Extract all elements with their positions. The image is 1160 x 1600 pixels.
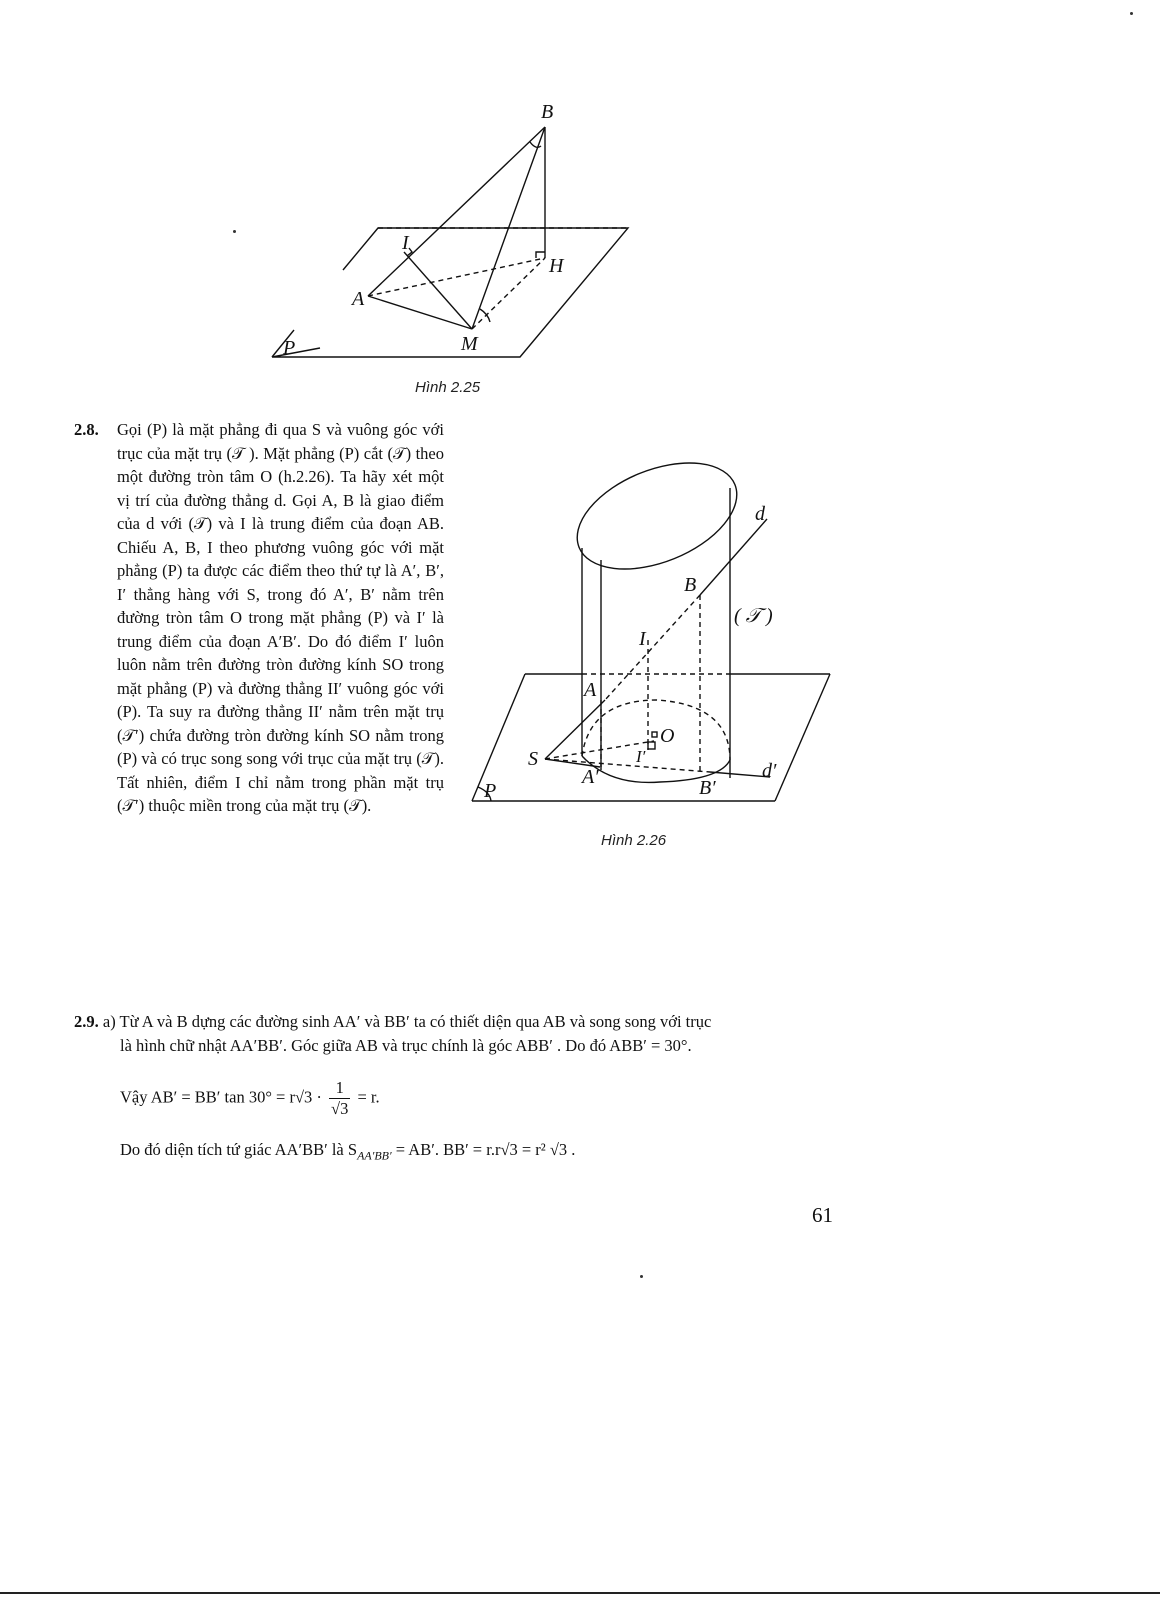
section-2-9 [74,1010,854,1057]
section-2-8-number: 2.8. [74,420,99,439]
label-d-prime: d′ [762,760,777,782]
label-a-prime: A′ [582,766,599,788]
label-i: I [402,232,409,254]
fraction-denominator: √3 [331,1099,349,1118]
scan-speck [1130,12,1133,15]
section-2-8 [74,418,444,818]
caption-figure-2-26: Hình 2.26 [601,832,667,849]
formula-area-right: = AB′. BB′ = r.r√3 = r² √3 . [391,1140,576,1159]
formula-area-left: Do đó diện tích tứ giác AA′BB′ là S [120,1140,358,1159]
formula-area-subscript: AA′BB′ [357,1148,392,1163]
formula-ab-prime-right: = r. [357,1087,380,1107]
label-s: S [528,748,538,770]
page-number: 61 [812,1203,833,1227]
label-cylinder-t: ( 𝒯 ) [734,605,773,627]
label-h: H [549,255,564,277]
fraction [329,1078,350,1119]
page-bottom-border [0,1592,1160,1594]
section-2-9-number: 2.9. [74,1012,99,1031]
label-i-prime: I′ [636,747,646,766]
caption-figure-2-25: Hình 2.25 [415,379,481,396]
scan-speck [233,230,236,233]
label-a: A [352,288,365,310]
fraction-numerator: 1 [329,1078,350,1099]
section-2-9-line-1: a) Từ A và B dựng các đường sinh AA′ và BB′ ta có thiết diện qua AB và song song với trục [102,1012,712,1031]
label-p-226: P [484,780,497,802]
scan-speck [640,1275,643,1278]
label-b-prime: B′ [699,777,716,799]
label-p: P [283,337,296,359]
label-a-226: A [584,679,597,701]
line-d-top [700,519,767,595]
label-b-226: B [684,574,697,596]
label-i-226: I [639,628,646,650]
label-m: M [461,333,478,355]
label-o: O [660,725,675,747]
section-2-9-line-2: là hình chữ nhật AA′BB′. Góc giữa AB và trục chính là góc ABB′ . Do đó ABB′ = 30°. [120,1035,692,1055]
formula-ab-prime [120,1078,380,1119]
label-b: B [541,101,554,123]
formula-ab-prime-left: Vậy AB′ = BB′ tan 30° = r√3 · [120,1087,322,1107]
label-d: d [755,503,765,525]
formula-area [120,1140,575,1163]
section-2-8-text: Gọi (P) là mặt phẳng đi qua S và vuông góc với trục của mặt trụ (𝒯 ). Mặt phẳng (P) cắt (𝒯) theo một đường tròn tâm O (h.2.26). Ta hãy xét một vị trí của đường thẳng d. Gọi A, B là giao điểm của d với (𝒯) và I là trung điểm của đoạn AB. Chiếu A, B, I theo phương vuông góc với mặt phẳng (P) ta được các điểm theo thứ tự là A′, B′, I′ thẳng hàng với S, trong đó A′, B′ nằm trên đường tròn tâm O trong mặt phẳng (P) và I′ là trung điểm của đoạn A′B′. Do đó điểm I′ luôn luôn nằm trên đường tròn đường kính SO trong mặt phẳng (P) và đường thẳng II′ vuông góc với (P). Ta suy ra đường thẳng II′ nằm trên mặt trụ (𝒯′) chứa đường tròn đường kính SO nằm trong (P) và có trục song song với trục của mặt trụ (𝒯). Tất nhiên, điểm I chỉ nằm trong phần mặt trụ (𝒯′) thuộc miền trong của mặt trụ (𝒯). [117,420,444,815]
